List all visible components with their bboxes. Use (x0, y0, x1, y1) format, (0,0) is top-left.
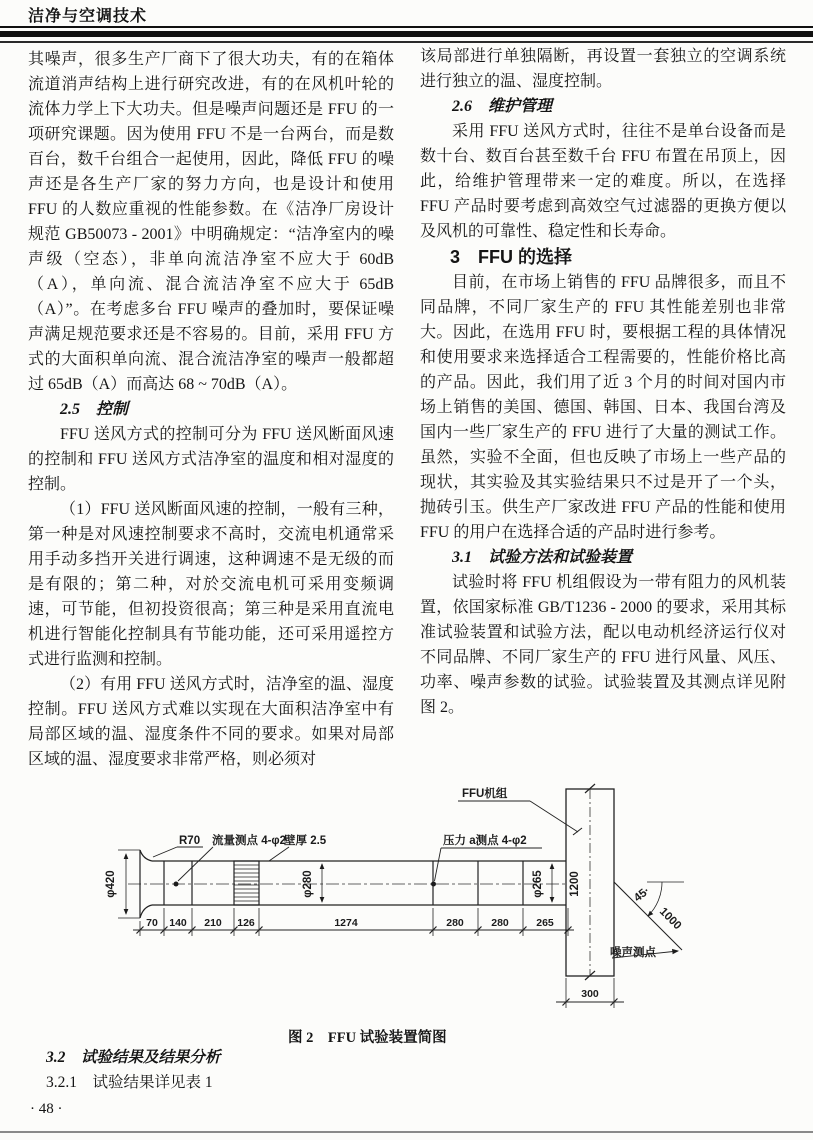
paragraph-noise: 其噪声，很多生产厂商下了很大功夫，有的在箱体流道消声结构上进行研究改进，有的在风机叶轮的流体力学上下大功夫。但是噪声问题还是 FFU 的一项研究课题。因为使用 FFU 不是一台两台，而是数百台，数千台组合一起使用，因此，降低 FFU 的噪声还是各生产厂家的努力方向，也是设计和使用 FFU 的人数应重视的性能参数。在《洁净厂房设计规范 GB50073 - 2001》中明确规定：“洁净室内的噪声级（空态），非单向流洁净室不应大于 60dB（A），单向流、混合流洁净室不应大于 65dB（A）”。在考虑多台 FFU 噪声的叠加时，要保证噪声满足规范要求还是不容易的。目前，采用 FFU 方式的大面积单向流、混合流洁净室的噪声一般都超过 65dB（A）而高达 68 ~ 70dB（A）。 (28, 51, 394, 393)
noise-measure-point-detail (610, 882, 684, 959)
right-column (420, 44, 786, 720)
paragraph-selection: 目前，在市场上销售的 FFU 品牌很多，而且不同品牌，不同厂家生产的 FFU 其性能差别也非常大。因此，在选用 FFU 时，要根据工程的具体情况和使用要求来选择适合工程需要的，性能价格比高的产品。因此，我们用了近 3 个月的时间对国内市场上销售的美国、德国、韩国、日本、我国台湾及国内一些厂家生产的 FFU 进行了大量的测试工作。虽然，实验不全面，但也反映了市场上一些产品的现状，其实验及其实验结果只不过是开了一个头，抛砖引玉。供生产厂家改进 FFU 产品的性能和使用 FFU 的用户在选择合适的产品时进行参考。 (420, 274, 786, 541)
figure-2-caption: 图 2 FFU 试验装置简图 (288, 1030, 447, 1046)
label-flow-measure-point: 流量测点 4-φ2 (212, 835, 287, 847)
heading-3-1-test-method: 3.1 试验方法和试验装置 (452, 549, 633, 566)
heading-2-5-control: 2.5 控制 (60, 401, 129, 418)
flow-measure-point-marker (174, 882, 179, 887)
heading-3-ffu-selection: 3 FFU 的选择 (450, 247, 573, 267)
label-dia-265: φ265 (532, 870, 544, 898)
dim-70: 70 (146, 917, 158, 929)
label-dist-1000: 1000 (656, 905, 684, 933)
header-rule-thin-bottom (0, 41, 813, 43)
dim-280-b: 280 (491, 917, 509, 929)
page-number: · 48 · (30, 1101, 63, 1117)
figure-2-test-rig-diagram (0, 780, 813, 1020)
label-angle-45: 45· (631, 884, 653, 905)
ffu-unit-box (566, 784, 614, 980)
footer-rule (0, 1131, 813, 1133)
pressure-measure-point-callout (431, 833, 542, 887)
label-height-1200: 1200 (569, 871, 581, 897)
dim-210: 210 (204, 917, 222, 929)
dim-126: 126 (237, 917, 255, 929)
label-r70: R70 (179, 835, 201, 847)
label-ffu-unit: FFU机组 (462, 788, 508, 800)
pressure-measure-point-marker (431, 882, 436, 887)
paragraph-control-item-2: （2）有用 FFU 送风方式时，洁净室的温、湿度控制。FFU 送风方式难以实现在大面积洁净室中有局部区域的温、湿度条件不同的要求。如果对局部区域的温、湿度要求非常严格，则必须对 (28, 676, 394, 768)
dim-1274: 1274 (334, 917, 358, 929)
test-rig-schematic (0, 780, 813, 1018)
dim-140: 140 (169, 917, 187, 929)
label-width-300: 300 (581, 988, 599, 1000)
journal-title: 洁净与空调技术 (28, 8, 148, 25)
dim-280-a: 280 (446, 917, 464, 929)
flow-straightener (234, 861, 259, 905)
dim-265: 265 (536, 917, 554, 929)
paragraph-isolation: 该局部进行单独隔断，再设置一套独立的空调系统进行独立的温、湿度控制。 (420, 48, 786, 90)
left-column (28, 47, 394, 772)
paragraph-control-intro: FFU 送风方式的控制可分为 FFU 送风断面风速的控制和 FFU 送风方式洁净室的温度和相对湿度的控制。 (28, 426, 394, 493)
label-noise-point: 噪声测点 (610, 947, 656, 959)
paragraph-control-item-1: （1）FFU 送风断面风速的控制，一般有三种，第一种是对风速控制要求不高时，交流电机通常采用手动多挡开关进行调速，这种调速不是无级的而是有限的；第二种，对於交流电机可采用变频调速，可节能，但初投资很高；第三种是采用直流电机进行智能化控制具有节能功能，还可采用遥控方式进行监测和控制。 (28, 501, 394, 668)
bottom-dimension-labels (146, 917, 554, 929)
paragraph-test-method: 试验时将 FFU 机组假设为一带有阻力的风机装置，依国家标准 GB/T1236 - 2000 的要求，采用其标准试验装置和试验方法，配以电动机经济运行仪对不同品牌、不同厂家生产的 FFU 进行风量、风压、功率、噪声参数的试验。试验装置及其测点详见附图 2。 (420, 574, 786, 716)
label-dia-420: φ420 (105, 870, 117, 898)
header-rule-thin-top (0, 26, 813, 28)
heading-2-6-maintenance: 2.6 维护管理 (452, 98, 553, 115)
heading-3-2-1-results-table: 3.2.1 试验结果详见表 1 (46, 1074, 213, 1091)
heading-3-2-results: 3.2 试验结果及结果分析 (46, 1049, 221, 1066)
header-rule-thick (0, 31, 813, 37)
duct-outline (152, 861, 566, 905)
paragraph-maintenance: 采用 FFU 送风方式时，往往不是单台设备而是数十台、数百台甚至数千台 FFU 布置在吊顶上，因此，给维护管理带来一定的难度。所以，在选择 FFU 产品时要考虑到高效空气过滤器的更换方便以及风机的可靠性、稳定性和长寿命。 (420, 123, 786, 240)
dim-dia-265 (532, 864, 552, 902)
label-dia-280: φ280 (302, 870, 314, 898)
label-pressure-measure-point: 压力 a测点 4-φ2 (443, 835, 527, 847)
dim-width-300 (556, 978, 624, 1008)
ffu-unit-callout (458, 786, 582, 835)
dim-dia-280 (302, 864, 322, 902)
r70-callout (153, 835, 203, 857)
label-wall-thickness: 壁厚 2.5 (284, 835, 327, 847)
